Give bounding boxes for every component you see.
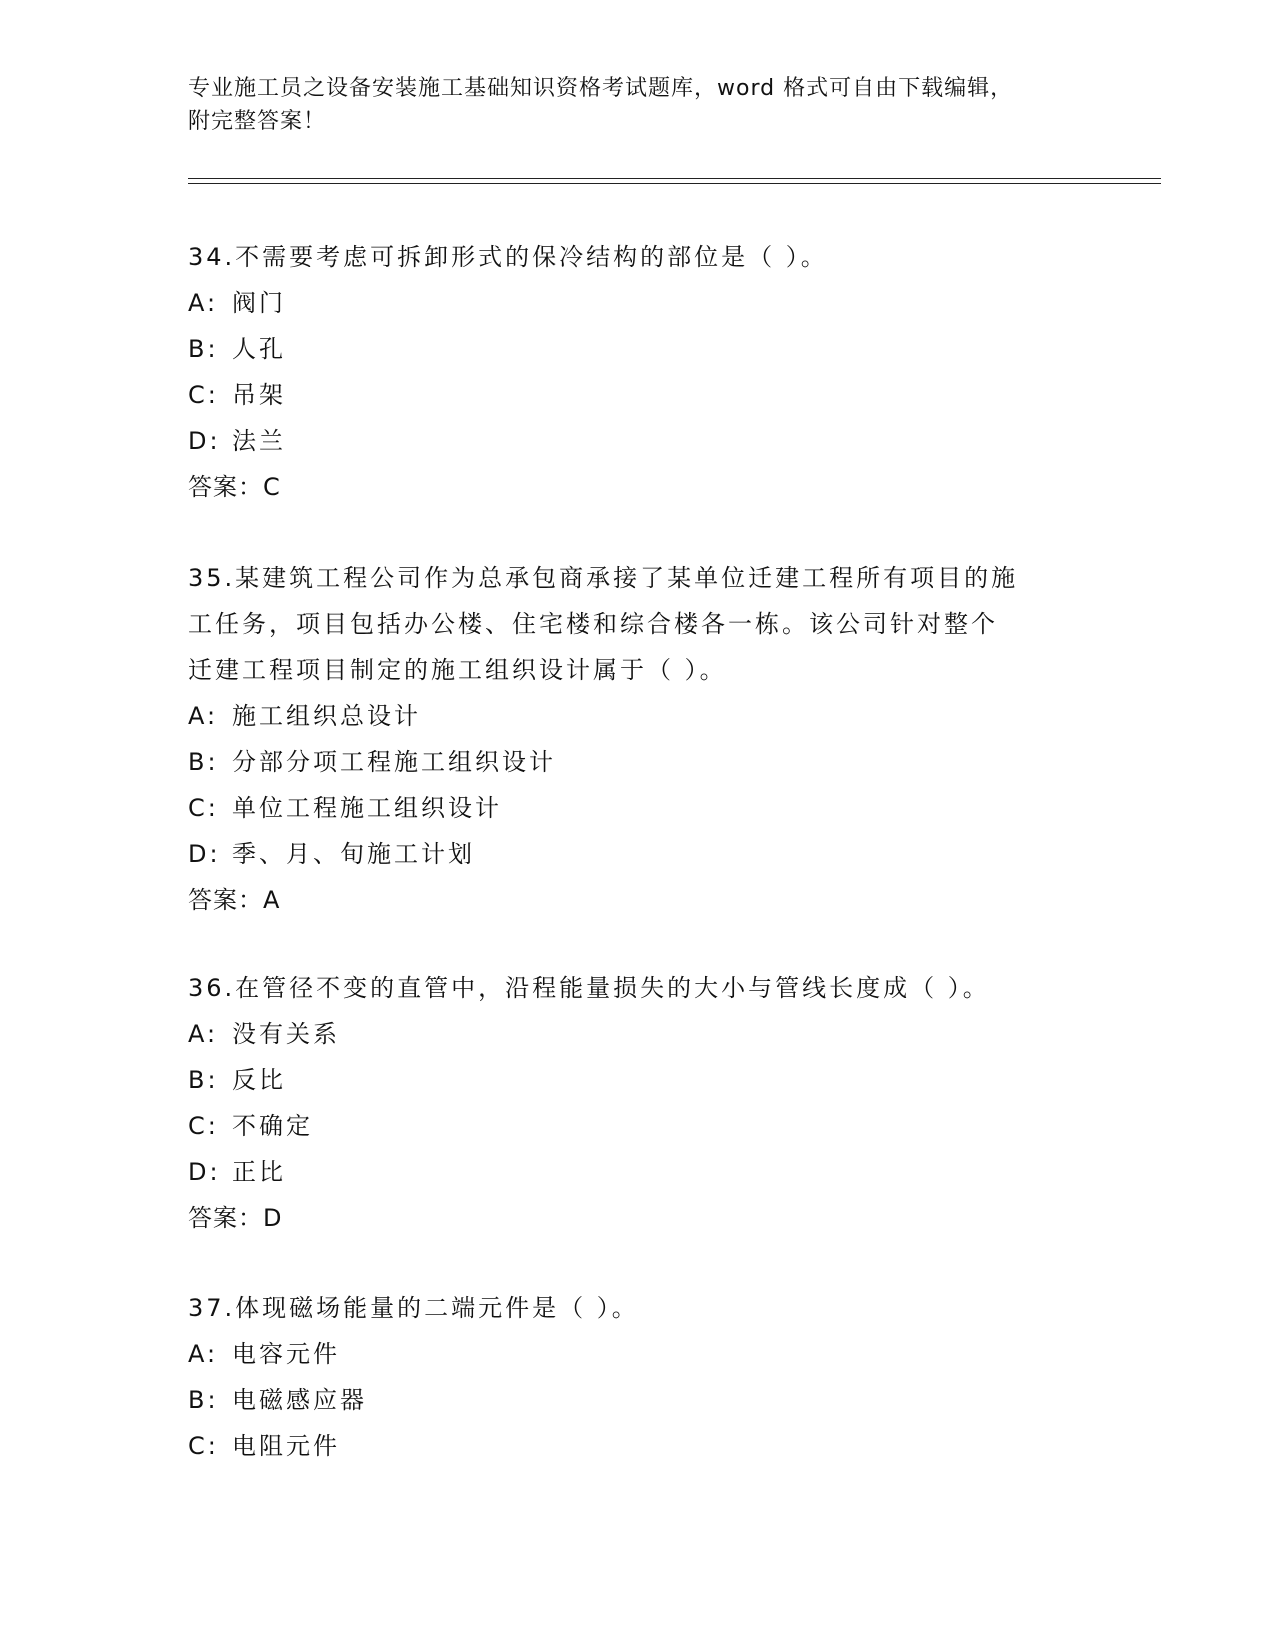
header-divider-top [188,178,1161,179]
question-stem-line-2: 工任务，项目包括办公楼、住宅楼和综合楼各一栋。该公司针对整个 [188,610,998,638]
option-a [188,1331,1088,1377]
option-a [188,280,1088,326]
option-text: 没有关系 [232,1020,340,1048]
option-key: C: [188,1432,219,1460]
option-key: B: [188,1066,219,1094]
option-key: B: [188,748,219,776]
option-text: 电阻元件 [232,1432,340,1460]
question-stem: 34.不需要考虑可拆卸形式的保冷结构的部位是（ ）。 [188,243,828,271]
header-divider-bottom [188,183,1161,184]
option-text: 法兰 [232,427,286,455]
option-text: 不确定 [232,1112,313,1140]
answer: 答案：D [188,1204,283,1232]
question-36 [188,965,1088,1241]
option-key: D: [188,427,221,455]
option-c [188,372,1088,418]
option-b [188,739,1088,785]
option-a [188,1011,1088,1057]
answer: 答案：C [188,473,281,501]
option-b [188,1377,1088,1423]
question-stem-line-3: 迁建工程项目制定的施工组织设计属于（ ）。 [188,656,727,684]
option-text: 分部分项工程施工组织设计 [232,748,556,776]
question-stem-line-1: 35.某建筑工程公司作为总承包商承接了某单位迁建工程所有项目的施 [188,564,1019,592]
option-text: 阀门 [232,289,286,317]
header-intro-line-2: 附完整答案！ [188,109,327,134]
question-35 [188,555,1088,923]
option-key: A: [188,702,219,730]
option-key: B: [188,1386,219,1414]
option-d [188,1149,1088,1195]
option-c [188,1103,1088,1149]
option-text: 反比 [232,1066,286,1094]
option-key: A: [188,289,219,317]
header-intro-line-1: 专业施工员之设备安装施工基础知识资格考试题库，word 格式可自由下载编辑， [188,76,1014,101]
option-d [188,831,1088,877]
question-stem: 36.在管径不变的直管中，沿程能量损失的大小与管线长度成（ ）。 [188,974,990,1002]
option-text: 施工组织总设计 [232,702,421,730]
question-37 [188,1285,1088,1469]
answer: 答案：A [188,886,281,914]
option-key: B: [188,335,219,363]
option-b [188,326,1088,372]
option-text: 正比 [232,1158,286,1186]
option-text: 季、月、旬施工计划 [232,840,475,868]
option-key: C: [188,381,219,409]
option-text: 单位工程施工组织设计 [232,794,502,822]
document-header [188,72,1088,138]
option-key: C: [188,794,219,822]
option-a [188,693,1088,739]
question-34 [188,234,1088,510]
option-key: C: [188,1112,219,1140]
option-text: 吊架 [232,381,286,409]
option-key: D: [188,1158,221,1186]
option-key: D: [188,840,221,868]
option-key: A: [188,1020,219,1048]
option-text: 电磁感应器 [232,1386,367,1414]
option-c [188,785,1088,831]
option-c [188,1423,1088,1469]
option-text: 电容元件 [232,1340,340,1368]
question-stem: 37.体现磁场能量的二端元件是（ ）。 [188,1294,639,1322]
option-d [188,418,1088,464]
option-key: A: [188,1340,219,1368]
option-b [188,1057,1088,1103]
option-text: 人孔 [232,335,286,363]
